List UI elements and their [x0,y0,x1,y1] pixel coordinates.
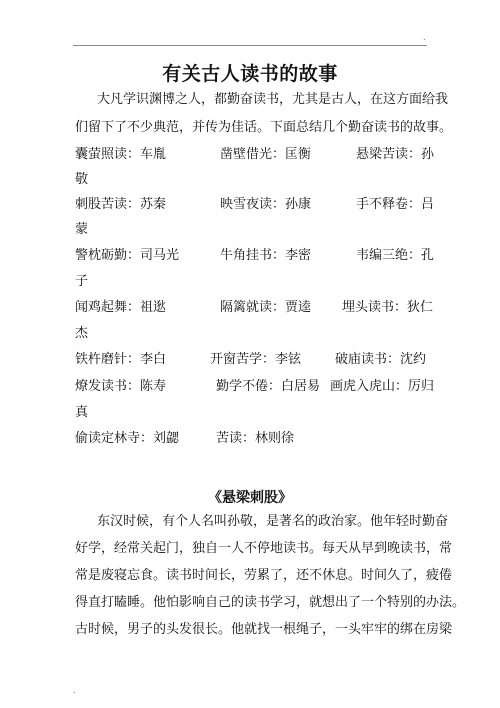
story-line-3: 常是废寝忘食。读书时间长，劳累了，还不休息。时间久了，疲倦 [75,568,453,583]
list-item: 勤学不倦：白居易 [216,379,321,394]
story-title: 《悬梁刺股》 [208,490,292,506]
list-item: 偷读定林寺：刘勰 [75,431,180,446]
list-item-wrap: 敬 [75,172,89,187]
list-item: 牛角挂书：李密 [220,248,312,263]
list-item: 刺股苦读：苏秦 [75,197,167,212]
list-item: 苦读：林则徐 [216,431,295,446]
list-item: 悬梁苦读：孙 [356,147,435,162]
list-item: 警枕砺勤：司马光 [75,248,180,263]
list-item: 埋头读书：狄仁 [342,300,434,315]
list-item: 手不释卷：吕 [356,197,435,212]
header-rule [73,45,427,46]
list-item: 隔篱就读：贾逵 [220,300,312,315]
list-item-wrap: 蒙 [75,222,89,237]
corner-mark-top-right: . [423,33,426,42]
list-item-wrap: 杰 [75,326,89,341]
list-item: 映雪夜读：孙康 [220,197,312,212]
story-line-1: 东汉时候，有个人名叫孙敬，是著名的政治家。他年轻时勤奋 [97,514,449,529]
list-item: 铁杵磨针：李白 [75,352,167,367]
list-item-wrap: 真 [75,405,89,420]
list-item: 燎发读书：陈寿 [75,379,167,394]
list-item: 开窗苦学：李铉 [210,352,302,367]
story-line-4: 得直打瞌睡。他怕影响自己的读书学习，就想出了一个特别的办法。 [75,595,466,610]
list-item: 凿壁借光：匡衡 [220,147,312,162]
intro-line-1: 大凡学识渊博之人，都勤奋读书，尤其是古人，在这方面给我 [97,92,449,107]
list-item: 画虎入虎山：厉归 [330,379,435,394]
list-item: 破庙读书：沈约 [335,352,427,367]
list-item: 韦编三绝：孔 [356,248,435,263]
page-title: 有关古人读书的故事 [162,63,338,85]
list-item: 囊萤照读：车胤 [75,147,167,162]
list-item-wrap: 子 [75,274,89,289]
corner-mark-bottom-left: . [73,686,76,695]
story-line-5: 古时候，男子的头发很长。他就找一根绳子，一头牢牢的绑在房梁 [75,622,453,637]
story-line-2: 好学，经常关起门，独自一人不停地读书。每天从早到晚读书，常 [75,541,453,556]
intro-line-2: 们留下了不少典范，并传为佳话。下面总结几个勤奋读书的故事。 [75,120,453,135]
list-item: 闻鸡起舞：祖逖 [75,300,167,315]
